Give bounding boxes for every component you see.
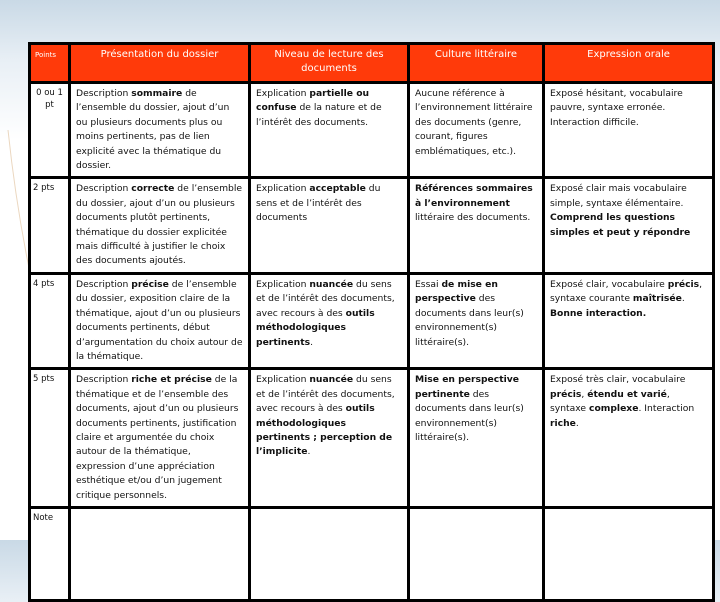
cell-text: Exposé très clair, vocabulaire bbox=[550, 374, 686, 386]
cell-text: Exposé hésitant, vocabulaire pauvre, syntaxe erronée. Interaction difficile. bbox=[550, 88, 683, 128]
note-cell[interactable] bbox=[409, 507, 544, 600]
note-label: Note bbox=[30, 507, 70, 600]
cell-text: Description bbox=[76, 183, 132, 195]
cell-text: de la thématique et de l’ensemble des documents, ajout d’un ou plusieurs documents pertinents, justification claire et argumentée du choix autour de la thématique, expression d’une appréciation esthétique et/ou d’un jugement critique personnels. bbox=[76, 374, 239, 501]
cell-text: Explication bbox=[256, 278, 310, 290]
table-row bbox=[30, 178, 714, 273]
cell-text: . bbox=[575, 417, 579, 429]
cell-text: Description bbox=[76, 88, 132, 99]
cell-text: du sens et de l’intérêt des documents, avec recours à des bbox=[256, 278, 395, 319]
cell-text: . bbox=[307, 446, 311, 458]
cell-text: du sens et de l’intérêt des documents, avec recours à des bbox=[256, 374, 395, 415]
cell bbox=[250, 369, 409, 508]
table-row bbox=[30, 273, 714, 368]
cell-text: correcte bbox=[131, 183, 175, 195]
cell-text: . bbox=[310, 336, 313, 348]
cell-text: Mise en perspective pertinente bbox=[415, 374, 519, 400]
points-cell: 0 ou 1 pt bbox=[30, 83, 70, 178]
header-literary-culture: Culture littéraire bbox=[409, 44, 544, 83]
cell-text: complexe bbox=[589, 403, 639, 415]
cell-text: Bonne interaction. bbox=[550, 307, 647, 319]
cell bbox=[250, 273, 409, 368]
cell bbox=[544, 369, 714, 508]
cell-text: nuancée bbox=[309, 278, 354, 290]
cell-text: précise bbox=[131, 278, 169, 290]
cell-text: Description bbox=[76, 278, 132, 290]
cell-text: riche et précise bbox=[131, 374, 212, 386]
cell-text: Essai bbox=[415, 278, 442, 290]
cell bbox=[409, 273, 544, 368]
cell-text: littéraire des documents. bbox=[415, 212, 531, 224]
header-reading-level: Niveau de lecture des documents bbox=[250, 44, 409, 83]
cell-text: sommaire bbox=[131, 88, 183, 99]
header-oral-expression: Expression orale bbox=[544, 44, 714, 83]
cell-text: outils méthodologiques pertinents ; perception de l’implicite bbox=[256, 403, 393, 458]
cell-text: outils méthodologiques pertinents bbox=[256, 307, 375, 348]
cell bbox=[70, 83, 250, 178]
cell bbox=[544, 83, 714, 178]
cell-text: Explication bbox=[256, 183, 310, 195]
cell-text: de l’ensemble du dossier, ajout d’un ou plusieurs documents plus ou moins pertinents, pas de lien explicité avec la thématique du dossier. bbox=[76, 88, 230, 172]
cell-text: Exposé clair mais vocabulaire simple, syntaxe élémentaire. bbox=[550, 183, 687, 209]
cell-text: du sens et de l’intérêt des documents bbox=[256, 183, 381, 224]
cell-text: des documents dans leur(s) environnement(s) littéraire(s). bbox=[415, 388, 524, 443]
table-row bbox=[30, 83, 714, 178]
cell-text: acceptable bbox=[309, 183, 366, 195]
table-row bbox=[30, 369, 714, 508]
cell bbox=[409, 369, 544, 508]
cell-text: , syntaxe courante bbox=[550, 278, 703, 305]
cell-text: . Interaction bbox=[638, 403, 695, 415]
note-cell[interactable] bbox=[544, 507, 714, 600]
cell bbox=[409, 83, 544, 178]
cell-text: de l’ensemble du dossier, exposition claire de la thématique, ajout d’un ou plusieurs documents pertinents, début d’argumentation du choix autour de la thématique. bbox=[76, 278, 243, 362]
cell-text: de mise en perspective bbox=[415, 278, 498, 305]
cell-text: précis bbox=[667, 278, 700, 290]
cell-text: maîtrisée bbox=[632, 293, 682, 305]
cell-text: Explication bbox=[256, 88, 310, 99]
points-cell: 5 pts bbox=[30, 369, 70, 508]
cell-text: Comprend les questions simples et peut y répondre bbox=[550, 212, 691, 238]
cell bbox=[544, 178, 714, 273]
points-cell: 2 pts bbox=[30, 178, 70, 273]
cell-text: des documents dans leur(s) environnement(s) littéraire(s). bbox=[415, 293, 524, 348]
header-presentation: Présentation du dossier bbox=[70, 44, 250, 83]
cell bbox=[70, 178, 250, 273]
evaluation-grid-table bbox=[28, 42, 715, 602]
cell-text: . bbox=[681, 293, 685, 305]
cell-text: partielle ou confuse bbox=[256, 88, 370, 114]
points-cell: 4 pts bbox=[30, 273, 70, 368]
cell bbox=[250, 178, 409, 273]
cell bbox=[250, 83, 409, 178]
cell bbox=[544, 273, 714, 368]
cell bbox=[70, 369, 250, 508]
note-cell[interactable] bbox=[70, 507, 250, 600]
cell-text: , syntaxe bbox=[550, 388, 670, 415]
cell-text: , bbox=[581, 388, 588, 400]
note-cell[interactable] bbox=[250, 507, 409, 600]
cell-text: Exposé clair, vocabulaire bbox=[550, 278, 668, 290]
cell bbox=[409, 178, 544, 273]
header-row bbox=[30, 44, 714, 83]
cell bbox=[70, 273, 250, 368]
header-points: Points bbox=[30, 44, 70, 83]
note-row bbox=[30, 507, 714, 600]
cell-text: Description bbox=[76, 374, 132, 386]
cell-text: riche bbox=[550, 417, 576, 429]
cell-text: étendu et varié bbox=[587, 388, 667, 400]
cell-text: précis bbox=[550, 388, 582, 400]
cell-text: nuancée bbox=[309, 374, 354, 386]
cell-text: de la nature et de l’intérêt des documents. bbox=[256, 102, 382, 128]
cell-text: Explication bbox=[256, 374, 310, 386]
cell-text: de l’ensemble du dossier, ajout d’un ou plusieurs documents plutôt pertinents, thématique du dossier explicitée mais difficulté à justifier le choix des documents ajoutés. bbox=[76, 183, 243, 267]
cell-text: Aucune référence à l’environnement littéraire des documents (genre, courant, figures emblématiques, etc.). bbox=[415, 88, 533, 157]
cell-text: Références sommaires à l’environnement bbox=[415, 183, 533, 209]
